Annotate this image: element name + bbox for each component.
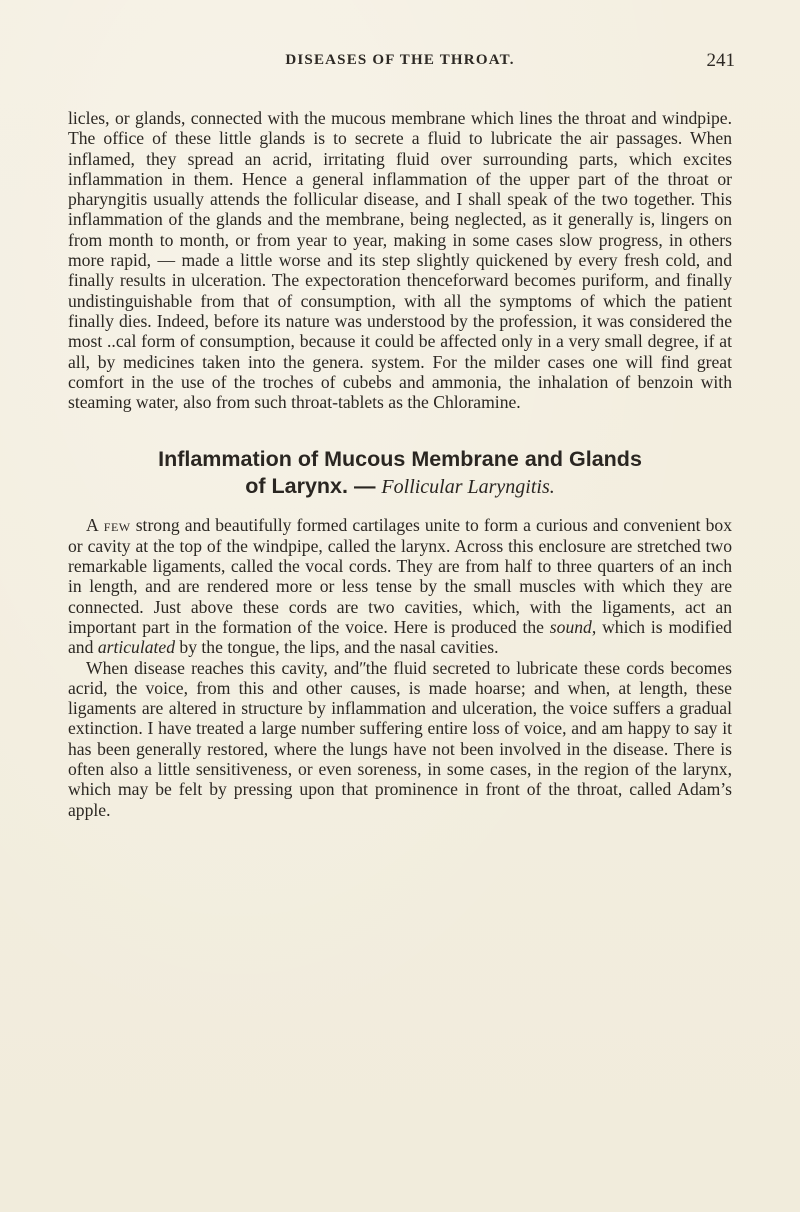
page-number: 241	[706, 50, 735, 71]
paragraph-hoarseness: When disease reaches this cavity, andʺthe fluid secreted to lubricate these cords becomes acrid, the voice, from this and other causes, is made hoarse; and when, at length, these ligaments are altered in structure by inflammation and ulceration, the voice suffers a gradual extinction. I have treated a large number suffering entire loss of voice, and am happy to say it has been generally restored, where the lungs have not been involved in the disease. There is often also a little sensitiveness, or even soreness, in some cases, in the region of the larynx, which may be felt by pressing upon that prominence in front of the throat, called Adam’s apple.	[68, 657, 732, 820]
paragraph-larynx	[68, 515, 732, 657]
paragraph-larynx-middle: , which is modified and	[68, 616, 732, 658]
section-heading	[68, 446, 732, 501]
running-head	[0, 52, 800, 76]
italic-sound: sound	[549, 616, 592, 637]
italic-articulated: articulated	[97, 637, 176, 658]
running-title: DISEASES OF THE THROAT.	[285, 52, 515, 68]
heading-line-1: Inflammation of Mucous Membrane and Glands	[158, 447, 642, 472]
paragraph-larynx-text: strong and beautifully formed cartilages unite to form a curious and convenient box or cavity at the top of the windpipe, called the larynx. Across this enclosure are stretched two remarkable ligaments, called the vocal cords. They are from half to three quarters of an inch in length, and are rendered more or less tense by the small muscles with which they are connected. Just above these cords are two cavities, which, with the ligaments, act an important part in the formation of the voice. Here is produced the	[68, 515, 732, 637]
paragraph-follicles: licles, or glands, connected with the mucous membrane which lines the throat and windpipe. The office of these little glands is to secrete a fluid to lubricate the air passages. When inflamed, they spread an acrid, irritating fluid over surrounding parts, which excites inflammation in them. Hence a general inflammation of the upper part of the throat or pharyngitis usually attends the follicular disease, and I shall speak of the two together. This inflammation of the glands and the membrane, being neglected, as it generally is, lingers on from month to month, or from year to year, making in some cases slow progress, in others more rapid, — made a little worse and its step slightly quickened by every fresh cold, and finally results in ulceration. The expectoration thenceforward becomes puriform, and finally undistinguishable from that of consumption, with all the symptoms of which the patient finally dies. Indeed, before its nature was understood by the profession, it was considered the most ..cal form of consumption, because it could be affected only in a very small degree, if at all, by medicines taken into the genera. system. For the milder cases one will find great comfort in the use of the troches of cubebs and ammonia, the inhalation of benzoin with steaming water, also from such throat-tablets as the Chloramine.	[68, 108, 732, 413]
paragraph-larynx-end: by the tongue, the lips, and the nasal cavities.	[175, 637, 499, 658]
heading-subtitle: Follicular Laryngitis.	[381, 476, 555, 499]
heading-dash: —	[347, 474, 382, 499]
heading-line-2: of Larynx.	[245, 474, 348, 499]
paragraph-lead-words: A few	[86, 515, 131, 536]
heading-line-2-wrapper	[68, 473, 732, 501]
body-text	[68, 108, 732, 820]
